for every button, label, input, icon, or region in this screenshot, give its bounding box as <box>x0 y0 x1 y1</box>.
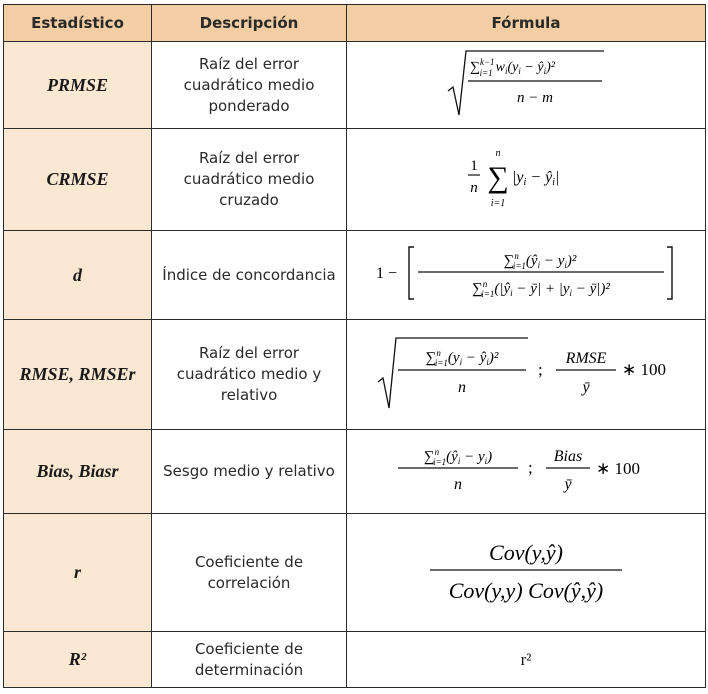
statistic-name: d <box>4 231 152 320</box>
description-cell: Coeficiente de determinación <box>152 632 347 688</box>
header-formula: Fórmula <box>347 5 706 42</box>
formula-cell <box>347 632 706 688</box>
svg-text:;: ; <box>538 360 543 379</box>
svg-text:n: n <box>454 476 462 493</box>
description-cell: Coeficiente de correlación <box>152 514 347 632</box>
table-row <box>4 320 706 430</box>
svg-text:∑ni=1(ŷi − yi): ∑$^n$ $i=1(ŷ_i - y_i)$ <box>423 447 493 467</box>
prmse-formula <box>446 47 606 119</box>
statistic-name: RMSE, RMSEr <box>4 320 152 430</box>
formula-cell <box>347 514 706 632</box>
svg-text:∑: ∑ <box>487 161 509 194</box>
svg-text:ȳ: ȳ <box>582 379 590 396</box>
crmse-formula <box>466 142 586 212</box>
formula-cell <box>347 42 706 129</box>
svg-text:Cov(y,y) Cov(ŷ,ŷ): Cov(y,y) Cov(ŷ,ŷ) <box>448 578 604 603</box>
svg-text:n: n <box>470 180 478 196</box>
svg-text:ȳ: ȳ <box>564 476 572 493</box>
statistic-name: r <box>4 514 152 632</box>
svg-text:;: ; <box>528 458 533 477</box>
svg-text:RMSE: RMSE <box>565 350 607 367</box>
header-statistic: Estadístico <box>4 5 152 42</box>
r-formula <box>426 530 626 610</box>
r-squared-formula: r² <box>520 649 532 669</box>
statistic-name: CRMSE <box>4 129 152 231</box>
svg-text:∑ni=1(ŷi − yi)²: ∑$^n$ $i=1(ŷ_i - y_i)^2$ <box>503 250 577 271</box>
rmse-formula <box>376 332 676 412</box>
svg-text:n − m: n − m <box>517 89 553 106</box>
table-row <box>4 632 706 688</box>
statistic-name: PRMSE <box>4 42 152 129</box>
description-cell: Raíz del error cuadrático medio cruzado <box>152 129 347 231</box>
table-row <box>4 430 706 514</box>
svg-text:|yi − ŷi|: |yi − ŷi| <box>512 169 560 188</box>
statistics-table <box>3 4 706 688</box>
formula-cell <box>347 231 706 320</box>
description-cell: Índice de concordancia <box>152 231 347 320</box>
formula-cell <box>347 430 706 514</box>
table-row <box>4 42 706 129</box>
table-row <box>4 231 706 320</box>
table-row <box>4 129 706 231</box>
svg-text:1 −: 1 − <box>376 264 398 282</box>
svg-text:∑ni=1(yi − ŷi)²: ∑$^n$ $i=1(y_i$ − $ŷ_i)^2$ <box>425 348 499 368</box>
d-formula <box>376 241 676 305</box>
statistic-name: Bias, Biasr <box>4 430 152 514</box>
svg-text:∗ 100: ∗ 100 <box>596 459 640 478</box>
svg-text:∑ni=1(|ŷi − ȳ| + |yi − ȳ|)²: ∑$^n$ $i=1(|ŷ_i$ − ȳ| + $|y_i$ − ȳ|)² <box>472 278 610 299</box>
formula-cell <box>347 320 706 430</box>
header-row <box>4 5 706 42</box>
table-row <box>4 514 706 632</box>
bias-formula <box>396 437 656 501</box>
description-cell: Sesgo medio y relativo <box>152 430 347 514</box>
formula-cell <box>347 129 706 231</box>
svg-text:1: 1 <box>470 158 478 174</box>
description-cell: Raíz del error cuadrático medio y relativo <box>152 320 347 430</box>
header-description: Descripción <box>152 5 347 42</box>
svg-text:Bias: Bias <box>553 448 583 465</box>
statistic-name: R² <box>4 632 152 688</box>
description-cell: Raíz del error cuadrático medio ponderado <box>152 42 347 129</box>
svg-text:i=1: i=1 <box>490 198 506 209</box>
svg-text:n: n <box>495 148 501 159</box>
svg-text:∗ 100: ∗ 100 <box>622 360 666 379</box>
svg-text:∑k−1i=1wi(yi − ŷi)²: ∑$^{k-1}$ i=1 $w_i(y_i$ − $ŷ_i)^2$ <box>470 56 555 78</box>
svg-text:Cov(y,ŷ): Cov(y,ŷ) <box>489 540 563 565</box>
svg-text:n: n <box>458 379 466 396</box>
